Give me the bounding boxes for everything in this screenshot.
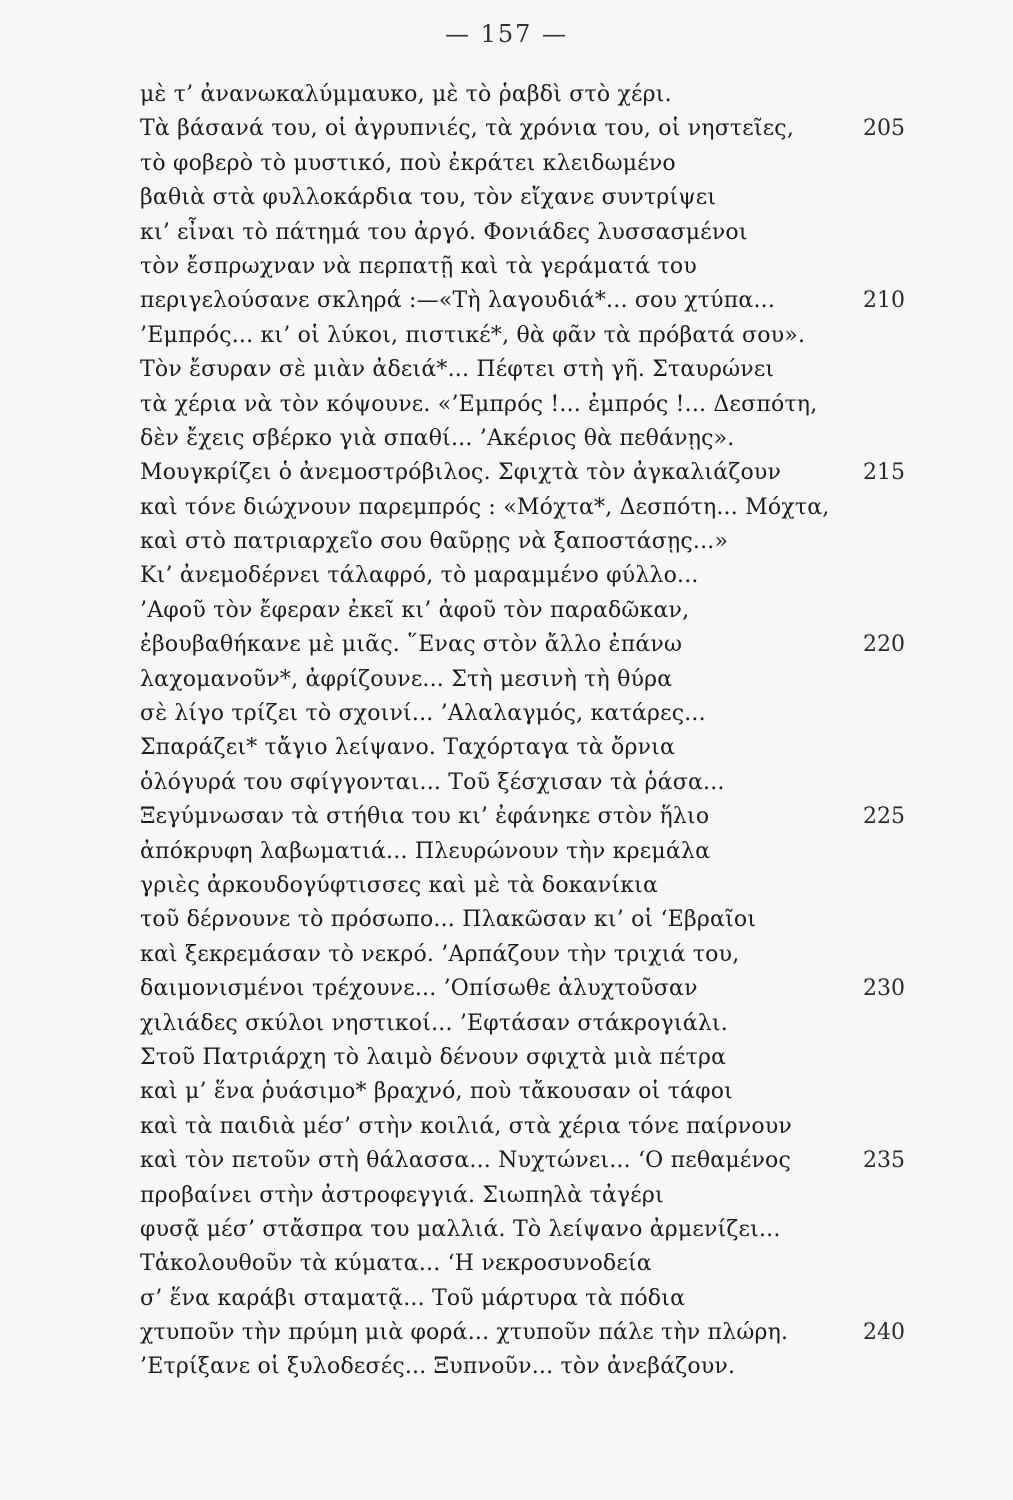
poem-line: [0, 319, 1013, 353]
poem-line-text: ’Αφοῦ τὸν ἔφεραν ἐκεῖ κι’ ἀφοῦ τὸν παραδῶκαν,: [140, 597, 690, 623]
line-number: 225: [863, 804, 905, 830]
poem-line-text: Τὸν ἔσυραν σὲ μιὰν ἀδειά*... Πέφτει στὴ γῆ. Σταυρώνει: [140, 357, 775, 383]
poem-line-text: χιλιάδες σκύλοι νηστικοί... ’Εφτάσαν στάκρογιάλι.: [140, 1010, 728, 1036]
poem-line: [0, 525, 1013, 559]
poem-line-text: καὶ στὸ πατριαρχεῖο σου θαῦρῃς νὰ ξαποστάσῃς...»: [140, 529, 729, 555]
poem-line: [0, 1041, 1013, 1075]
poem-line-text: καὶ τὸν πετοῦν στὴ θάλασσα... Νυχτώνει... ‘Ο πεθαμένος: [140, 1148, 792, 1174]
poem-line-text: τὸ φοβερὸ τὸ μυστικό, ποὺ ἐκράτει κλειδωμένο: [140, 150, 676, 176]
poem-line-text: Ξεγύμνωσαν τὰ στήθια του κι’ ἐφάνηκε στὸν ἥλιο: [140, 804, 710, 830]
poem-line: [0, 766, 1013, 800]
poem-line-text: μὲ τ’ ἀνανωκαλύμμαυκο, μὲ τὸ ῥαβδὶ στὸ χέρι.: [140, 82, 672, 107]
poem-line-text: δαιμονισμένοι τρέχουνε... ’Οπίσωθε ἀλυχτοῦσαν: [140, 976, 698, 1002]
poem-line-text: ἀπόκρυφη λαβωματιά... Πλευρώνουν τὴν κρεμάλα: [140, 838, 711, 864]
poem-line-text: καὶ μ’ ἕνα ῥυάσιμο* βραχνό, ποὺ τἄκουσαν οἱ τάφοι: [140, 1079, 734, 1105]
poem-line: [0, 903, 1013, 937]
poem-line: [0, 1110, 1013, 1144]
poem-line: [0, 1144, 1013, 1178]
poem-line: [0, 1179, 1013, 1213]
poem-line-text: ἐβουβαθήκανε μὲ μιᾶς. ῞Ενας στὸν ἄλλο ἐπάνω: [140, 632, 683, 658]
poem-line: [0, 594, 1013, 628]
poem-line: [0, 388, 1013, 422]
poem-line: [0, 284, 1013, 318]
poem-line: [0, 938, 1013, 972]
poem-line-text: Τὰ βάσανά του, οἱ ἀγρυπνιές, τὰ χρόνια του, οἱ νηστεῖες,: [140, 116, 795, 142]
line-number: 220: [863, 632, 905, 658]
poem-line-text: δὲν ἔχεις σβέρκο γιὰ σπαθί... ’Ακέριος θὰ πεθάνῃς».: [140, 425, 735, 451]
poem-line: [0, 731, 1013, 765]
poem-line-text: ’Ετρίξανε οἱ ξυλοδεσές... Ξυπνοῦν... τὸν ἀνεβάζουν.: [140, 1354, 736, 1380]
poem-line-text: Τἀκολουθοῦν τὰ κύματα... ‘Η νεκροσυνοδεία: [140, 1251, 652, 1277]
poem-line-text: Σπαράζει* τἄγιο λείψανο. Ταχόρταγα τὰ ὄρνια: [140, 735, 676, 761]
poem-line-text: σ’ ἕνα καράβι σταματᾷ... Τοῦ μάρτυρα τὰ πόδια: [140, 1285, 686, 1311]
poem-line: [0, 1350, 1013, 1384]
poem-line: [0, 1075, 1013, 1109]
poem-line-text: γριὲς ἀρκουδογύφτισσες καὶ μὲ τὰ δοκανίκια: [140, 872, 659, 898]
poem-line-text: Μουγκρίζει ὁ ἀνεμοστρόβιλος. Σφιχτὰ τὸν ἀγκαλιάζουν: [140, 460, 782, 486]
poem-line: [0, 559, 1013, 593]
poem-line: [0, 491, 1013, 525]
poem-line-text: τὰ χέρια νὰ τὸν κόψουνε. «’Εμπρός !... ἐμπρός !... Δεσπότη,: [140, 391, 818, 417]
poem-line: [0, 1316, 1013, 1350]
poem-line-text: βαθιὰ στὰ φυλλοκάρδια του, τὸν εἴχανε συντρίψει: [140, 185, 717, 211]
poem-line: [0, 353, 1013, 387]
poem-line-text: τὸν ἔσπρωχναν νὰ περπατῇ καὶ τὰ γεράματά του: [140, 253, 697, 279]
poem-line: [0, 422, 1013, 456]
poem-line: [0, 800, 1013, 834]
poem-line: [0, 972, 1013, 1006]
poem-line-text: Κι’ ἀνεμοδέρνει τάλαφρό, τὸ μαραμμένο φύλλο...: [140, 563, 699, 589]
poem-line-text: καὶ ξεκρεμάσαν τὸ νεκρό. ’Αρπάζουν τὴν τριχιά του,: [140, 941, 740, 967]
poem-line-text: ὁλόγυρά του σφίγγονται... Τοῦ ξέσχισαν τὰ ῥάσα...: [140, 769, 725, 795]
poem-line: [0, 835, 1013, 869]
line-number: 215: [863, 460, 905, 486]
poem-line: [0, 1007, 1013, 1041]
poem-line-text: προβαίνει στὴν ἀστροφεγγιά. Σιωπηλὰ τἀγέρι: [140, 1182, 664, 1208]
line-number: 240: [863, 1320, 905, 1346]
poem-line: [0, 181, 1013, 215]
poem-line: [0, 78, 1013, 112]
poem-line: [0, 628, 1013, 662]
poem-line-text: λαχομανοῦν*, ἀφρίζουνε... Στὴ μεσινὴ τὴ θύρα: [140, 666, 673, 692]
poem-line: [0, 869, 1013, 903]
poem-line: [0, 1247, 1013, 1281]
page-number: — 157 —: [444, 20, 569, 48]
poem-line-text: τοῦ δέρνουνε τὸ πρόσωπο... Πλακῶσαν κι’ οἱ ‘Εβραῖοι: [140, 907, 757, 933]
poem-line: [0, 1282, 1013, 1316]
poem-line: [0, 697, 1013, 731]
poem-line: [0, 663, 1013, 697]
poem-line-text: περιγελούσανε σκληρά :—«Τὴ λαγουδιά*... σου χτύπα...: [140, 288, 776, 314]
poem-line: [0, 250, 1013, 284]
poem-line-text: ’Εμπρός... κι’ οἱ λύκοι, πιστικέ*, θὰ φᾶν τὰ πρόβατά σου».: [140, 322, 806, 348]
poem-line: [0, 147, 1013, 181]
poem-line-text: σὲ λίγο τρίζει τὸ σχοινί... ’Αλαλαγμός, κατάρες...: [140, 701, 706, 727]
line-number: 205: [863, 116, 905, 142]
poem-line-text: χτυποῦν τὴν πρύμη μιὰ φορά... χτυποῦν πάλε τὴν πλώρη.: [140, 1320, 789, 1346]
poem-line-text: φυσᾷ μέσ’ στἄσπρα του μαλλιά. Τὸ λείψανο ἀρμενίζει...: [140, 1216, 781, 1242]
poem-line: [0, 216, 1013, 250]
line-number: 235: [863, 1148, 905, 1174]
poem-line: [0, 456, 1013, 490]
line-number: 210: [863, 288, 905, 314]
poem-line-text: κι’ εἶναι τὸ πάτημά του ἀργό. Φονιάδες λυσσασμένοι: [140, 219, 748, 245]
poem-body: [0, 78, 1013, 1385]
poem-line-text: Στοῦ Πατριάρχη τὸ λαιμὸ δένουν σφιχτὰ μιὰ πέτρα: [140, 1044, 727, 1070]
line-number: 230: [863, 976, 905, 1002]
poem-line-text: καὶ τόνε διώχνουν παρεμπρός : «Μόχτα*, Δεσπότη... Μόχτα,: [140, 494, 830, 520]
poem-line: [0, 1213, 1013, 1247]
poem-line: [0, 112, 1013, 146]
poem-line-text: καὶ τὰ παιδιὰ μέσ’ στὴν κοιλιά, στὰ χέρια τόνε παίρνουν: [140, 1113, 792, 1139]
